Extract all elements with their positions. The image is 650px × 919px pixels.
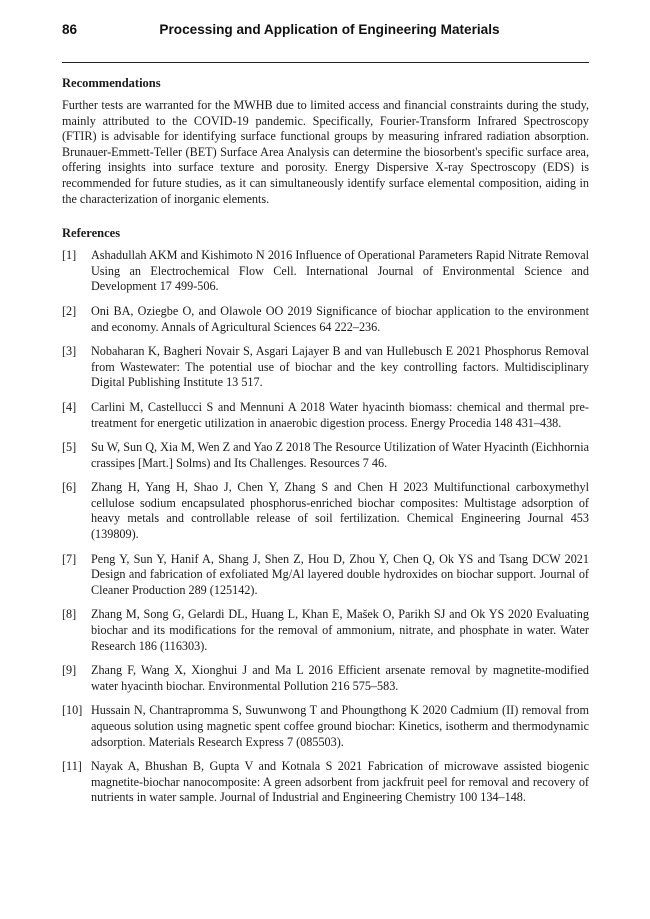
reference-number: [10] xyxy=(62,703,83,718)
reference-text: Zhang F, Wang X, Xionghui J and Ma L 2016 Efficient arsenate removal by magnetite-modified water hyacinth biochar. Environmental Pollution 216 575–583. xyxy=(91,663,589,693)
reference-number: [7] xyxy=(62,551,77,566)
reference-text: Nobaharan K, Bagheri Novair S, Asgari Lajayer B and van Hullebusch E 2021 Phosphorus Removal from Wastewater: The potential use of biochar and the key controlling factors. Multidisciplinary Digital Publishing Institute 13 517. xyxy=(91,344,589,390)
reference-item xyxy=(62,759,589,806)
reference-item xyxy=(62,663,589,694)
reference-item xyxy=(62,248,589,295)
reference-number: [6] xyxy=(62,480,77,495)
reference-item xyxy=(62,304,589,335)
reference-number: [3] xyxy=(62,344,77,359)
reference-item xyxy=(62,607,589,654)
recommendations-paragraph: Further tests are warranted for the MWHB due to limited access and financial constraints during the study, mainly attributed to the COVID-19 pandemic. Specifically, Fourier-Transform Infrared Spectroscopy (FTIR) is advisable for identifying surface functional groups by measuring infrared radiation absorption. Brunauer-Emmett-Teller (BET) Surface Area Analysis can determine the biosorbent's specific surface area, offering insights into surface texture and porosity. Energy Dispersive X-ray Spectroscopy (EDS) is recommended for future studies, as it can simultaneously identify surface elemental composition, aiding in the characterization of inorganic elements. xyxy=(62,98,589,206)
reference-number: [5] xyxy=(62,440,77,455)
reference-text: Oni BA, Oziegbe O, and Olawole OO 2019 Significance of biochar application to the environment and economy. Annals of Agricultural Sciences 64 222–236. xyxy=(91,303,589,334)
reference-text: Zhang H, Yang H, Shao J, Chen Y, Zhang S and Chen H 2023 Multifunctional carboxymethyl cellulose sodium encapsulated phosphorus-enriched biochar composites: Multistage adsorption of heavy metals and controllable release of soil fertilization. Chemical Engineering Journal 453 (139809). xyxy=(91,480,589,542)
reference-item xyxy=(62,440,589,471)
page-header xyxy=(62,22,589,44)
reference-text: Nayak A, Bhushan B, Gupta V and Kotnala S 2021 Fabrication of microwave assisted biogenic magnetite-biochar nanocomposite: A green adsorbent from jackfruit peel for removal and recovery of nutrients in water sample. Journal of Industrial and Engineering Chemistry 100 134–148. xyxy=(91,759,589,805)
reference-text: Ashadullah AKM and Kishimoto N 2016 Influence of Operational Parameters Rapid Nitrate Removal Using an Electrochemical Flow Cell. International Journal of Environmental Science and Development 17 499-506. xyxy=(91,248,589,294)
references-heading: References xyxy=(62,226,121,241)
reference-number: [9] xyxy=(62,663,77,678)
reference-number: [2] xyxy=(62,303,77,318)
reference-number: [1] xyxy=(62,248,77,263)
reference-text: Peng Y, Sun Y, Hanif A, Shang J, Shen Z, Hou D, Zhou Y, Chen Q, Ok YS and Tsang DCW 2021 Design and fabrication of exfoliated Mg/Al layered double hydroxides on biochar support. Journal of Cleaner Production 289 (125142). xyxy=(91,551,589,597)
header-rule xyxy=(62,62,589,63)
reference-text: Su W, Sun Q, Xia M, Wen Z and Yao Z 2018 The Resource Utilization of Water Hyacinth (Eichhornia crassipes [Mart.] Solms) and Its Challenges. Resources 7 46. xyxy=(91,440,589,470)
reference-item xyxy=(62,480,589,542)
reference-item xyxy=(62,552,589,599)
reference-number: [4] xyxy=(62,399,77,414)
reference-number: [11] xyxy=(62,759,82,774)
page-number: 86 xyxy=(62,22,78,37)
running-title: Processing and Application of Engineering Materials xyxy=(159,22,500,37)
recommendations-heading: Recommendations xyxy=(62,76,161,90)
reference-number: [8] xyxy=(62,607,77,622)
reference-text: Zhang M, Song G, Gelardi DL, Huang L, Khan E, Mašek O, Parikh SJ and Ok YS 2020 Evaluating biochar and its modifications for the removal of ammonium, nitrate, and phosphate in water. Water Research 186 (116303). xyxy=(91,607,589,653)
page-content xyxy=(62,74,589,815)
reference-item xyxy=(62,703,589,750)
reference-list xyxy=(62,248,589,806)
reference-item xyxy=(62,400,589,431)
reference-text: Carlini M, Castellucci S and Mennuni A 2018 Water hyacinth biomass: chemical and thermal pre-treatment for energetic utilization in anaerobic digestion process. Energy Procedia 148 431–438. xyxy=(91,399,589,430)
reference-item xyxy=(62,344,589,391)
reference-text: Hussain N, Chantrapromma S, Suwunwong T and Phoungthong K 2020 Cadmium (II) removal from aqueous solution using magnetic spent coffee ground biochar: Kinetics, isotherm and thermodynamic adsorption. Materials Research Express 7 (085503). xyxy=(91,703,589,749)
